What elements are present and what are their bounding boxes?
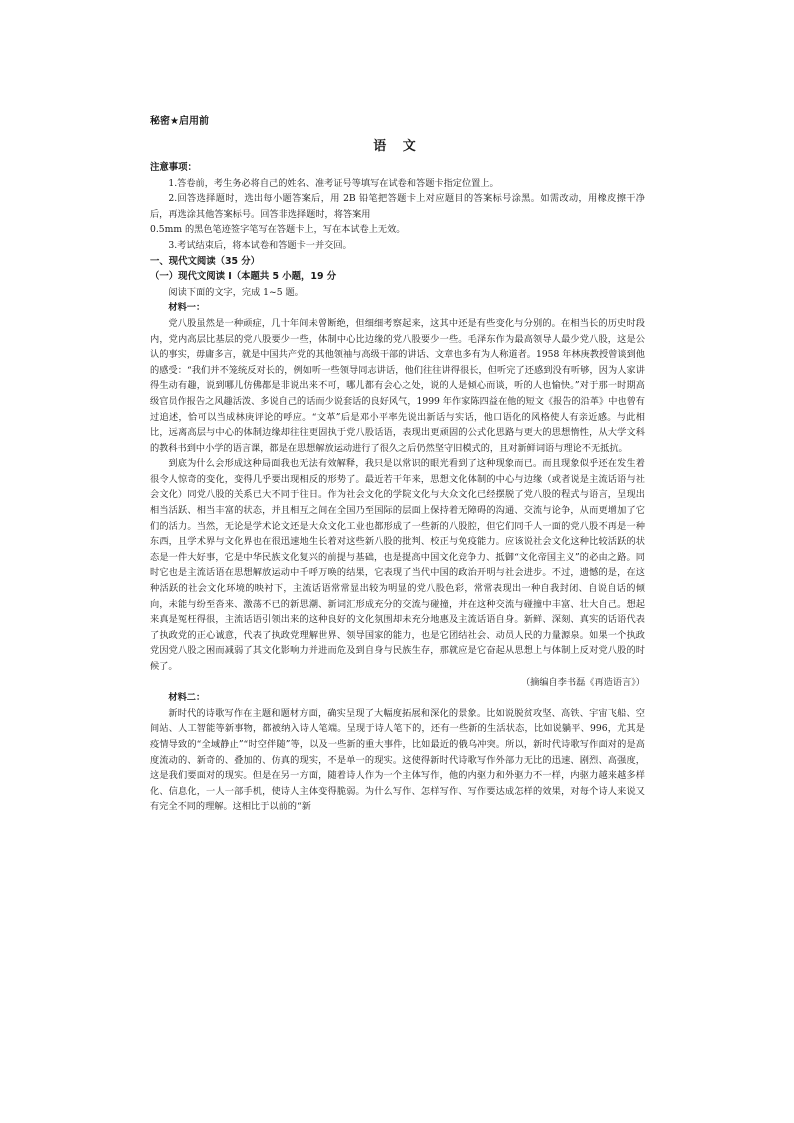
page-title: 语 文 xyxy=(373,139,422,154)
exam-page xyxy=(150,112,645,815)
material-2-paragraph-1: 新时代的诗歌写作在主题和题材方面，确实呈现了大幅度拓展和深化的景象。比如说脱贫攻坚、高铁、宇宙飞船、空间站、人工智能等新事物，都被纳入诗人笔端。呈现于诗人笔下的，还有一些新的生活状态，比如说躺平、996，尤其是疫情导致的“全域静止”“时空伴随”等，以及一些新的重大事件，比如最近的俄乌冲突。所以，新时代诗歌写作面对的是高度流动的、新奇的、叠加的、仿真的现实，不是单一的现实。这使得新时代诗歌写作外部力无比的迅速、剧烈、高强度，这是我们要面对的现实。但是在另一方面，随着诗人作为一个主体写作，他的内驱力和外驱力不一样，内驱力越来越多样化、信息化，一人一部手机，使诗人主体变得脆弱。为什么写作、怎样写作、写作要达成怎样的效果，对每个诗人来说又有完全不同的理解。这相比于以前的“新 xyxy=(150,707,645,813)
section-instruction: 阅读下面的文字，完成 1~5 题。 xyxy=(168,286,304,298)
notes-item-2: 2.回答选择题时，选出每小题答案后，用 2B 铅笔把答题卡上对应题目的答案标号涂黑。如需改动，用橡皮擦干净后，再选涂其他答案标号。回答非选择题时，将答案用 xyxy=(150,193,645,220)
notes-item-1: 1.答卷前，考生务必将自己的姓名、准考证号等填写在试卷和答题卡指定位置上。 xyxy=(168,177,499,189)
material-2-label: 材料二： xyxy=(168,692,206,704)
notes-heading: 注意事项： xyxy=(150,162,197,173)
section-title: 一、现代文阅读（35 分） xyxy=(150,255,261,267)
notes-item-3: 3.考试结束后，将本试卷和答题卡一并交回。 xyxy=(168,239,352,251)
material-1-paragraph-1: 党八股虽然是一种顽症，几十年间未曾断绝，但细细考察起来，这其中还是有些变化与分别的。在相当长的历史时段内，党内高层比基层的党八股要少一些，体制中心比边缘的党八股要少一些。毛泽东作为最高领导人最少党八股，这是公认的事实，毋庸多言，就是中国共产党的其他领袖与高级干部的讲话、文章也多有为人称道者。1958 年林庚教授曾谈到他的感受：“我们并不笼统反对长的，例如听一些领导同志讲话，他们往往讲得很长，但听完了还感到没有听够，因为人家讲得生动有趣，说到哪儿仿佛都是非说出来不可，哪儿都有会心之处，说的人是倾心而谈，听的人也愉快。”对于那一时期高级官员作报告之风趣活泼、多说自己的话而少说套话的良好风气，1999 年作家陈四益在他的短文《报告的沿革》中也曾有过追述，恰可以当成林庚评论的呼应。“文革”后是邓小平率先说出新话与实话，他口语化的风格使人有亲近感。与此相比，远离高层与中心的体制边缘却往往更固执于党八股话语，表现出更顽固的公式化思路与更大的思想惰性，从大学文科的教科书到中小学的语言课，都是在思想解放运动进行了很久之后仍然坚守旧模式的，且对新鲜词语与理论不无抵抗。 xyxy=(150,317,645,454)
notes-item-2-cont: 0.5mm 的黑色笔迹签字笔写在答题卡上，写在本试卷上无效。 xyxy=(150,224,406,236)
material-1-label: 材料一： xyxy=(168,302,206,314)
secret-label: 秘密★启用前 xyxy=(150,116,209,127)
section-subtitle: （一）现代文阅读 I（本题共 5 小题，19 分 xyxy=(150,271,337,283)
material-1-paragraph-2: 到底为什么会形成这种局面我也无法有效解释，我只是以常识的眼光看到了这种现象而已。而且现象似乎还在发生着很令人惊奇的变化，变得几乎要出现相反的形势了。最近若干年来，思想文化体制的中心与边缘（或者说是主流话语与社会文化）同党八股的关系已大不同于往日。作为社会文化的学院文化与大众文化已经摆脱了党八股的程式与语言，呈现出相当活跃、相当丰富的状态，并且相互之间在全国乃至国际的层面上保持着无障碍的沟通、交流与论争，从而更增加了它们的活力。当然，无论是学术论文还是大众文化工业也都形成了一些新的八股腔，但它们同千人一面的党八股不再是一种东西，且学术界与文化界也在很迅速地生长着对这些新八股的批判、校正与免疫能力。应该说社会文化这种比较活跃的状态是一件大好事，它是中华民族文化复兴的前提与基础，也是提高中国文化竞争力、抵御“文化帝国主义”的必由之路。同时它也是主流话语在思想解放运动中千呼万唤的结果，它表现了当代中国的政治开明与社会进步。不过，遗憾的是，在这种活跃的社会文化环境的映衬下，主流话语常常显出较为明显的党八股色彩，常常表现出一种自我封闭、自说自话的倾向，未能与纷至沓来、激荡不已的新思潮、新词汇形成充分的交流与碰撞，并在这种交流与碰撞中丰富、壮大自己。想起来真是冤枉得很，主流话语引领出来的这种良好的文化氛围却未充分地惠及主流话语自身。新鲜、深刻、真实的话语代表了执政党的正心诚意，代表了执政党理解世界、领导国家的能力，也是它团结社会、动员人民的力量源泉。如果一个执政党因党八股之困而减弱了其文化影响力并进而危及到自身与民族生存，那就应是它奋起从思想上与体制上反对党八股的时候了。 xyxy=(150,458,645,672)
material-1-source: （摘编自李书磊《再造语言》） xyxy=(520,676,645,688)
